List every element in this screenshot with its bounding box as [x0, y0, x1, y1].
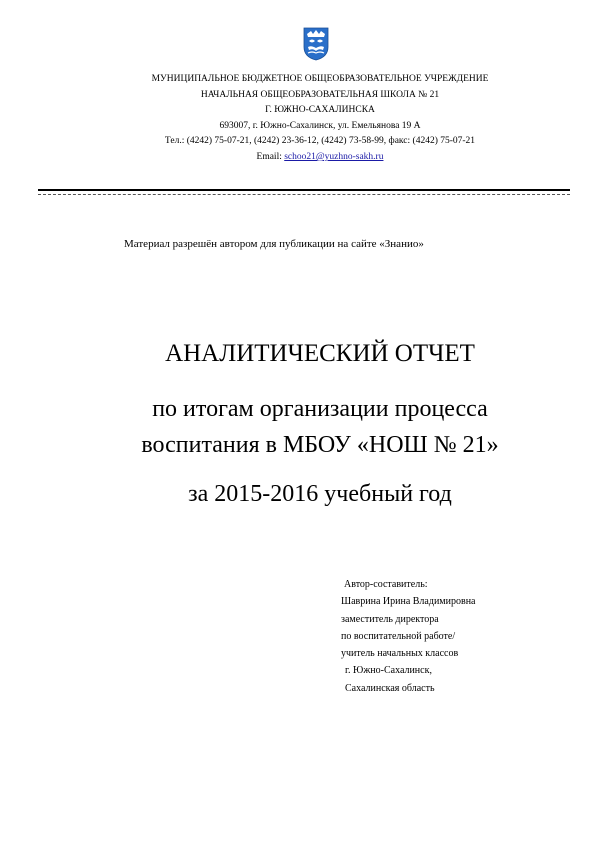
author-label: Автор-составитель: — [344, 579, 428, 590]
report-year: за 2015-2016 учебный год — [188, 481, 452, 507]
report-subtitle-line2: воспитания в МБОУ «НОШ № 21» — [141, 432, 499, 458]
author-position3: учитель начальных классов — [341, 648, 459, 660]
city-line: Г. ЮЖНО-САХАЛИНСКА — [265, 105, 375, 116]
email-line — [0, 150, 595, 166]
author-name: Шаврина Ирина Владимировна — [341, 596, 476, 608]
author-position1: заместитель директора — [341, 613, 439, 625]
email-link[interactable]: schoo21@yuzhno-sakh.ru — [284, 151, 384, 162]
author-position2: по воспитательной работе/ — [341, 630, 456, 642]
org-name-line1: МУНИЦИПАЛЬНОЕ БЮДЖЕТНОЕ ОБЩЕОБРАЗОВАТЕЛЬНОЕ УЧРЕЖДЕНИЕ — [151, 74, 489, 84]
address-line: 693007, г. Южно-Сахалинск, ул. Емельянова 19 А — [219, 120, 421, 131]
header-divider-thick — [38, 189, 570, 191]
email-label: Email: — [256, 151, 285, 162]
school-header — [0, 72, 595, 166]
report-title: АНАЛИТИЧЕСКИЙ ОТЧЕТ — [165, 340, 475, 367]
permission-note: Материал разрешён автором для публикации на сайте «Знанио» — [124, 238, 424, 250]
phones-line: Тел.: (4242) 75-07-21, (4242) 23-36-12, (4242) 73-58-99, факс: (4242) 75-07-21 — [164, 136, 476, 147]
org-name-line2: НАЧАЛЬНАЯ ОБЩЕОБРАЗОВАТЕЛЬНАЯ ШКОЛА № 21 — [200, 89, 440, 100]
report-subtitle-line1: по итогам организации процесса — [152, 396, 488, 422]
header-divider-thin — [38, 194, 570, 195]
coat-of-arms-icon — [303, 27, 329, 61]
author-city: г. Южно-Сахалинск, — [345, 665, 432, 677]
author-region: Сахалинская область — [345, 682, 435, 694]
author-block — [341, 576, 475, 697]
